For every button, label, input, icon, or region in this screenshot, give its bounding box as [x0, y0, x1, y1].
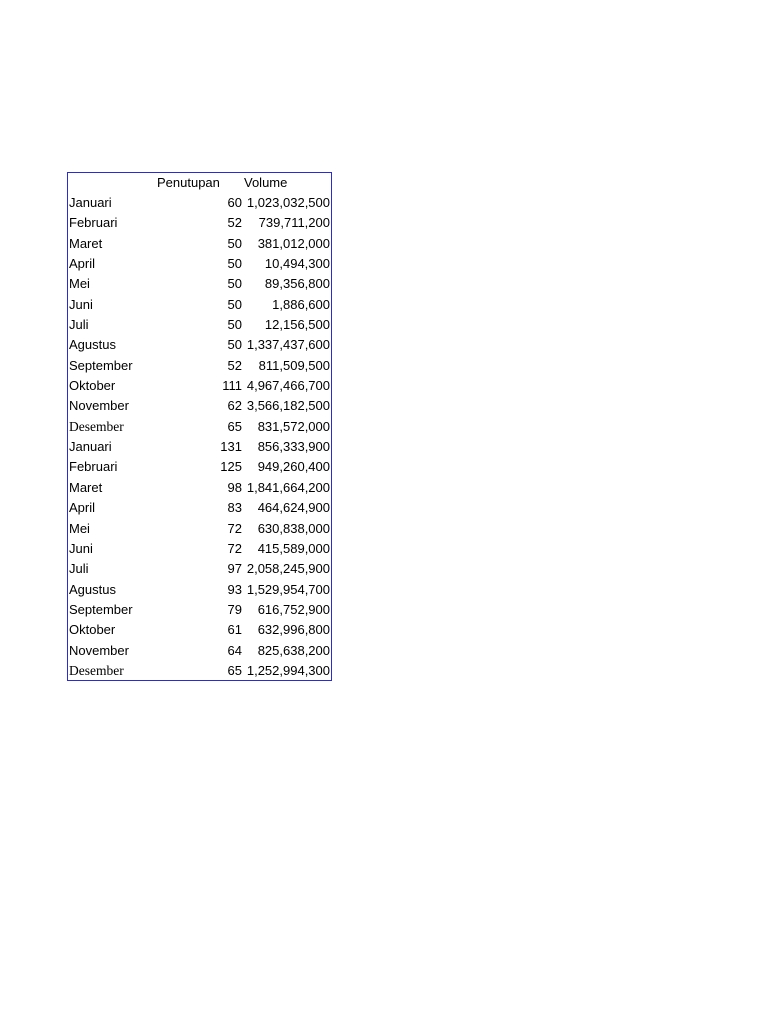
cell-volume: 632,996,800	[257, 622, 330, 638]
table-row	[68, 580, 331, 600]
cell-month: Maret	[69, 479, 103, 495]
cell-penutupan: 50	[227, 296, 242, 312]
cell-penutupan: 111	[222, 378, 242, 394]
cell-month: Mei	[69, 276, 90, 292]
cell-month: Maret	[69, 235, 103, 251]
cell-volume: 381,012,000	[257, 235, 330, 251]
cell-volume: 4,967,466,700	[246, 378, 330, 394]
table-row	[68, 356, 331, 376]
cell-volume: 825,638,200	[257, 642, 330, 658]
cell-penutupan: 52	[227, 357, 242, 373]
cell-penutupan: 50	[227, 256, 242, 272]
cell-penutupan: 52	[227, 215, 242, 231]
cell-month: Desember	[69, 662, 124, 678]
cell-penutupan: 50	[227, 317, 242, 333]
table-row	[68, 478, 331, 498]
cell-month: Juni	[69, 296, 93, 312]
cell-penutupan: 62	[227, 398, 242, 414]
cell-month: September	[69, 357, 133, 373]
cell-volume: 10,494,300	[264, 256, 330, 272]
table-row	[68, 213, 331, 233]
table-row	[68, 661, 331, 681]
cell-volume: 415,589,000	[257, 540, 330, 556]
table-row	[68, 193, 331, 213]
table-row	[68, 498, 331, 518]
cell-penutupan: 93	[227, 581, 242, 597]
table-row	[68, 417, 331, 437]
cell-month: Januari	[69, 195, 112, 210]
cell-penutupan: 61	[227, 622, 242, 638]
cell-volume: 739,711,200	[258, 215, 330, 231]
cell-month: Mei	[69, 520, 90, 536]
table-body	[68, 193, 331, 681]
table-row	[68, 274, 331, 294]
cell-penutupan: 83	[227, 500, 242, 516]
cell-volume: 464,624,900	[257, 500, 330, 516]
cell-month: Juli	[69, 317, 89, 333]
cell-month: Februari	[69, 215, 118, 231]
cell-volume: 89,356,800	[264, 276, 330, 292]
cell-volume: 831,572,000	[257, 418, 330, 434]
cell-penutupan: 97	[227, 561, 242, 577]
cell-month: April	[69, 500, 96, 516]
cell-month: November	[69, 642, 129, 658]
cell-volume: 3,566,182,500	[246, 398, 330, 414]
cell-volume: 616,752,900	[257, 601, 330, 617]
data-table	[67, 172, 332, 681]
table-row	[68, 600, 331, 620]
header-volume: Volume	[244, 175, 288, 190]
table-row	[68, 559, 331, 579]
cell-volume: 630,838,000	[257, 520, 330, 536]
cell-volume: 2,058,245,900	[246, 561, 330, 577]
cell-month: September	[69, 601, 133, 617]
cell-volume: 1,252,994,300	[246, 662, 330, 678]
cell-penutupan: 131	[220, 439, 242, 455]
cell-penutupan: 98	[227, 479, 242, 495]
table-row	[68, 539, 331, 559]
cell-volume: 1,529,954,700	[246, 581, 330, 597]
cell-volume: 856,333,900	[257, 439, 330, 455]
cell-volume: 1,023,032,500	[246, 195, 330, 210]
cell-volume: 949,260,400	[257, 459, 330, 475]
table-row	[68, 295, 331, 315]
cell-penutupan: 50	[227, 276, 242, 292]
table-header-row	[68, 173, 331, 193]
cell-penutupan: 65	[227, 662, 242, 678]
table-row	[68, 641, 331, 661]
cell-penutupan: 50	[227, 337, 242, 353]
table-row	[68, 234, 331, 254]
cell-month: Juli	[69, 561, 89, 577]
cell-penutupan: 65	[227, 418, 242, 434]
cell-penutupan: 79	[227, 601, 242, 617]
cell-penutupan: 125	[220, 459, 242, 475]
table-row	[68, 620, 331, 640]
cell-penutupan: 64	[227, 642, 242, 658]
table-row	[68, 315, 331, 335]
cell-volume: 811,509,500	[258, 357, 330, 373]
cell-penutupan: 72	[227, 540, 242, 556]
cell-month: Februari	[69, 459, 118, 475]
cell-month: Januari	[69, 439, 112, 455]
cell-month: April	[69, 256, 96, 272]
cell-penutupan: 60	[227, 195, 242, 210]
header-penutupan: Penutupan	[157, 175, 220, 190]
cell-month: November	[69, 398, 129, 414]
table-row	[68, 457, 331, 477]
cell-volume: 1,886,600	[272, 296, 330, 312]
cell-month: Juni	[69, 540, 93, 556]
cell-volume: 1,841,664,200	[246, 479, 330, 495]
cell-month: Desember	[69, 418, 124, 434]
cell-month: Agustus	[69, 337, 116, 353]
cell-penutupan: 72	[227, 520, 242, 536]
table-row	[68, 519, 331, 539]
table-row	[68, 335, 331, 355]
cell-penutupan: 50	[227, 235, 242, 251]
cell-month: Oktober	[69, 622, 116, 638]
table-row	[68, 254, 331, 274]
table-row	[68, 437, 331, 457]
table-row	[68, 396, 331, 416]
cell-month: Oktober	[69, 378, 116, 394]
table-row	[68, 376, 331, 396]
cell-month: Agustus	[69, 581, 116, 597]
cell-volume: 12,156,500	[264, 317, 330, 333]
cell-volume: 1,337,437,600	[246, 337, 330, 353]
